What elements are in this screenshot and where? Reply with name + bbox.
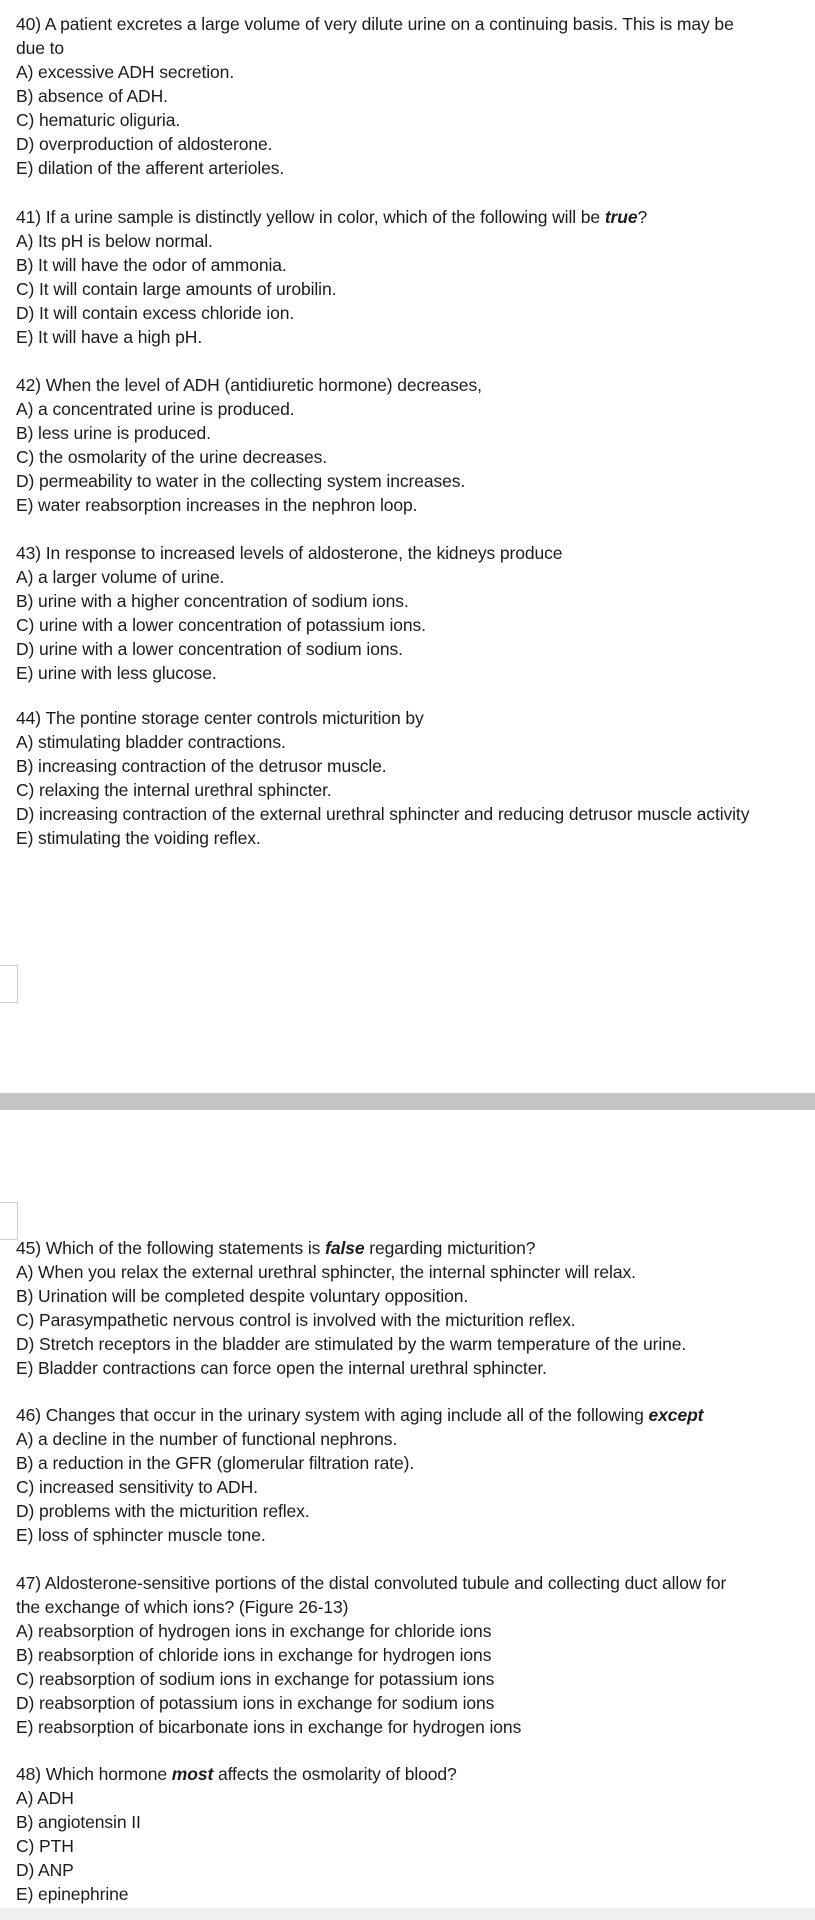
- option-d: D) It will contain excess chloride ion.: [16, 303, 295, 323]
- option-c: C) PTH: [16, 1836, 74, 1856]
- stem-text: 46) Changes that occur in the urinary system with aging include all of the following: [16, 1405, 649, 1425]
- option-c: C) the osmolarity of the urine decreases.: [16, 447, 328, 467]
- option-e: E) loss of sphincter muscle tone.: [16, 1525, 266, 1545]
- stem-emphasis: most: [171, 1764, 214, 1784]
- option-c: C) It will contain large amounts of urobilin.: [16, 279, 337, 299]
- stem-emphasis: false: [325, 1238, 365, 1258]
- question-46: [16, 1403, 815, 1547]
- stem-text-end: ?: [637, 207, 648, 227]
- option-e: E) It will have a high pH.: [16, 327, 203, 347]
- option-c: C) increased sensitivity to ADH.: [16, 1477, 258, 1497]
- stem-text: 45) Which of the following statements is: [16, 1238, 326, 1258]
- question-stem: 44) The pontine storage center controls micturition by: [16, 708, 424, 728]
- option-d: D) overproduction of aldosterone.: [16, 134, 273, 154]
- option-e: E) reabsorption of bicarbonate ions in exchange for hydrogen ions: [16, 1717, 522, 1737]
- option-c: C) urine with a lower concentration of potassium ions.: [16, 615, 426, 635]
- option-d: D) ANP: [16, 1860, 74, 1880]
- question-48: [16, 1762, 815, 1906]
- option-d: D) urine with a lower concentration of sodium ions.: [16, 639, 403, 659]
- option-a: A) excessive ADH secretion.: [16, 62, 235, 82]
- stem-text: 48) Which hormone: [16, 1764, 172, 1784]
- question-stem-continued: due to: [16, 38, 65, 58]
- stem-text-end: affects the osmolarity of blood?: [213, 1764, 457, 1784]
- option-e: E) Bladder contractions can force open the internal urethral sphincter.: [16, 1358, 547, 1378]
- question-stem: [16, 1236, 815, 1260]
- page-crop-mark: [0, 965, 18, 1003]
- question-stem: 40) A patient excretes a large volume of very dilute urine on a continuing basis. This is may be: [16, 14, 734, 34]
- option-a: A) a decline in the number of functional nephrons.: [16, 1429, 398, 1449]
- option-c: C) Parasympathetic nervous control is involved with the micturition reflex.: [16, 1310, 576, 1330]
- stem-emphasis: except: [648, 1405, 704, 1425]
- option-c: C) reabsorption of sodium ions in exchange for potassium ions: [16, 1669, 495, 1689]
- option-b: B) less urine is produced.: [16, 423, 211, 443]
- option-c: C) relaxing the internal urethral sphincter.: [16, 780, 332, 800]
- option-a: A) ADH: [16, 1788, 74, 1808]
- option-b: B) It will have the odor of ammonia.: [16, 255, 287, 275]
- option-e: E) urine with less glucose.: [16, 663, 217, 683]
- question-stem: [16, 1403, 815, 1427]
- option-e: E) water reabsorption increases in the nephron loop.: [16, 495, 418, 515]
- option-a: A) reabsorption of hydrogen ions in exchange for chloride ions: [16, 1621, 492, 1641]
- question-42: [16, 373, 815, 517]
- option-b: B) reabsorption of chloride ions in exchange for hydrogen ions: [16, 1645, 492, 1665]
- option-a: A) stimulating bladder contractions.: [16, 732, 286, 752]
- question-stem-continued: the exchange of which ions? (Figure 26-13): [16, 1597, 349, 1617]
- option-b: B) urine with a higher concentration of sodium ions.: [16, 591, 409, 611]
- page-separator: [0, 1093, 815, 1110]
- bottom-edge: [0, 1908, 815, 1920]
- option-d: D) reabsorption of potassium ions in exchange for sodium ions: [16, 1693, 495, 1713]
- question-stem: 42) When the level of ADH (antidiuretic hormone) decreases,: [16, 375, 482, 395]
- option-d: D) Stretch receptors in the bladder are stimulated by the warm temperature of the urine.: [16, 1334, 687, 1354]
- option-b: B) angiotensin II: [16, 1812, 141, 1832]
- question-43: [16, 541, 815, 685]
- question-stem: [16, 205, 815, 229]
- option-e: E) stimulating the voiding reflex.: [16, 828, 261, 848]
- question-44: [16, 706, 815, 850]
- option-e: E) dilation of the afferent arterioles.: [16, 158, 285, 178]
- option-c: C) hematuric oliguria.: [16, 110, 181, 130]
- question-45: [16, 1236, 815, 1380]
- document-page-2: [0, 1110, 815, 1920]
- option-a: A) a larger volume of urine.: [16, 567, 225, 587]
- question-40: [16, 12, 815, 180]
- stem-emphasis: true: [604, 207, 638, 227]
- stem-text: 41) If a urine sample is distinctly yellow in color, which of the following will be: [16, 207, 605, 227]
- option-a: A) Its pH is below normal.: [16, 231, 213, 251]
- option-e: E) epinephrine: [16, 1884, 129, 1904]
- question-41: [16, 205, 815, 349]
- option-a: A) When you relax the external urethral sphincter, the internal sphincter will relax.: [16, 1262, 636, 1282]
- option-d: D) problems with the micturition reflex.: [16, 1501, 310, 1521]
- option-d: D) increasing contraction of the external urethral sphincter and reducing detrusor muscle activity: [16, 804, 750, 824]
- question-47: [16, 1571, 815, 1739]
- question-stem: 47) Aldosterone-sensitive portions of the distal convoluted tubule and collecting duct allow for: [16, 1573, 727, 1593]
- option-b: B) increasing contraction of the detrusor muscle.: [16, 756, 387, 776]
- question-stem: 43) In response to increased levels of aldosterone, the kidneys produce: [16, 543, 563, 563]
- option-a: A) a concentrated urine is produced.: [16, 399, 295, 419]
- option-b: B) Urination will be completed despite voluntary opposition.: [16, 1286, 469, 1306]
- question-stem: [16, 1762, 815, 1786]
- option-b: B) a reduction in the GFR (glomerular filtration rate).: [16, 1453, 415, 1473]
- option-b: B) absence of ADH.: [16, 86, 168, 106]
- stem-text-end: regarding micturition?: [364, 1238, 536, 1258]
- page-crop-mark: [0, 1202, 18, 1240]
- option-d: D) permeability to water in the collecting system increases.: [16, 471, 466, 491]
